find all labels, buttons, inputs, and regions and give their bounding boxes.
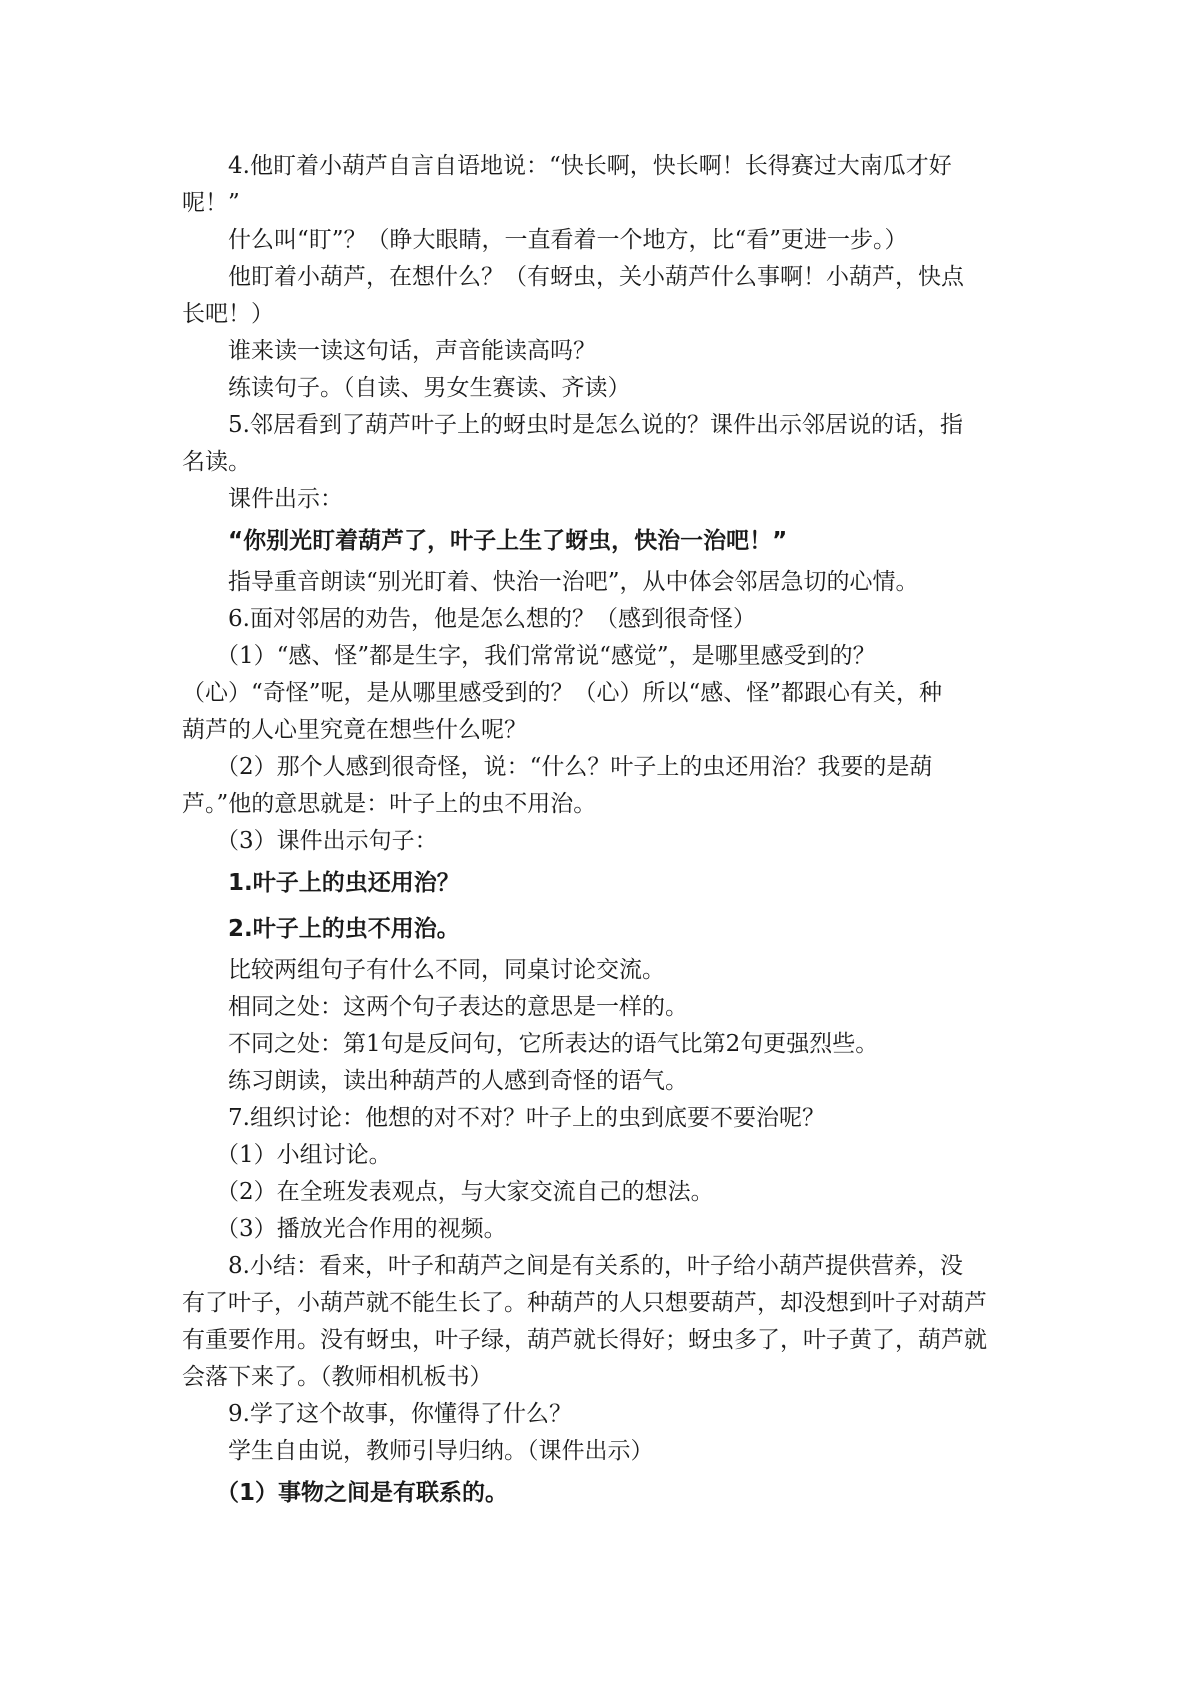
paragraph-line: 4.他盯着小葫芦自言自语地说：“快长啊，快长啊！长得赛过大南瓜才好 [228,153,952,179]
paragraph-line: 指导重音朗读“别光盯着、快治一治吧”，从中体会邻居急切的心情。 [228,569,919,595]
paragraph-line: 6.面对邻居的劝告，他是怎么想的？（感到很奇怪） [228,606,756,632]
paragraph-line: 有重要作用。没有蚜虫，叶子绿，葫芦就长得好；蚜虫多了，叶子黄了，葫芦就 [182,1327,987,1353]
paragraph-line: 名读。 [182,449,251,475]
paragraph-line: （3）课件出示句子： [216,828,438,854]
paragraph-line: 谁来读一读这句话，声音能读高吗？ [228,338,596,364]
paragraph-line: 练读句子。（自读、男女生赛读、齐读） [228,375,631,401]
paragraph-line: 什么叫“盯”？（睁大眼睛，一直看着一个地方，比“看”更进一步。） [228,227,908,253]
paragraph-line: 芦。”他的意思就是：叶子上的虫不用治。 [182,791,597,817]
paragraph-line: 9.学了这个故事，你懂得了什么？ [228,1401,572,1427]
courseware-sentence-2: 2.叶子上的虫不用治。 [228,916,460,942]
paragraph-line: 8.小结：看来，叶子和葫芦之间是有关系的，叶子给小葫芦提供营养，没 [228,1253,963,1279]
courseware-conclusion: （1）事物之间是有联系的。 [216,1480,509,1506]
paragraph-line: 他盯着小葫芦，在想什么？（有蚜虫，关小葫芦什么事啊！小葫芦，快点 [228,264,964,290]
paragraph-line: 比较两组句子有什么不同，同桌讨论交流。 [228,957,665,983]
paragraph-line: 长吧！） [182,301,274,327]
paragraph-line: 呢！” [182,190,240,216]
courseware-quote: “你别光盯着葫芦了，叶子上生了蚜虫，快治一治吧！” [228,528,788,554]
paragraph-line: （心）“奇怪”呢，是从哪里感受到的？（心）所以“感、怪”都跟心有关，种 [182,680,943,706]
paragraph-line: 会落下来了。（教师相机板书） [182,1364,493,1390]
paragraph-line: （1）小组讨论。 [216,1142,392,1168]
paragraph-line: （2）在全班发表观点，与大家交流自己的想法。 [216,1179,714,1205]
paragraph-line: 练习朗读，读出种葫芦的人感到奇怪的语气。 [228,1068,688,1094]
paragraph-line: 学生自由说，教师引导归纳。（课件出示） [228,1438,654,1464]
paragraph-line: （2）那个人感到很奇怪，说：“什么？叶子上的虫还用治？我要的是葫 [216,754,933,780]
paragraph-line: 葫芦的人心里究竟在想些什么呢？ [182,717,527,743]
paragraph-line: （1）“感、怪”都是生字，我们常常说“感觉”，是哪里感受到的？ [216,643,876,669]
paragraph-line: 5.邻居看到了葫芦叶子上的蚜虫时是怎么说的？课件出示邻居说的话，指 [228,412,963,438]
paragraph-line: 有了叶子，小葫芦就不能生长了。种葫芦的人只想要葫芦，却没想到叶子对葫芦 [182,1290,987,1316]
document-page [182,148,1020,1516]
courseware-sentence-1: 1.叶子上的虫还用治？ [228,870,460,896]
paragraph-line: （3）播放光合作用的视频。 [216,1216,507,1242]
paragraph-line: 7.组织讨论：他想的对不对？叶子上的虫到底要不要治呢？ [228,1105,825,1131]
paragraph-line: 相同之处：这两个句子表达的意思是一样的。 [228,994,688,1020]
paragraph-line: 不同之处：第1句是反问句，它所表达的语气比第2句更强烈些。 [228,1031,879,1057]
paragraph-line: 课件出示： [228,486,343,512]
